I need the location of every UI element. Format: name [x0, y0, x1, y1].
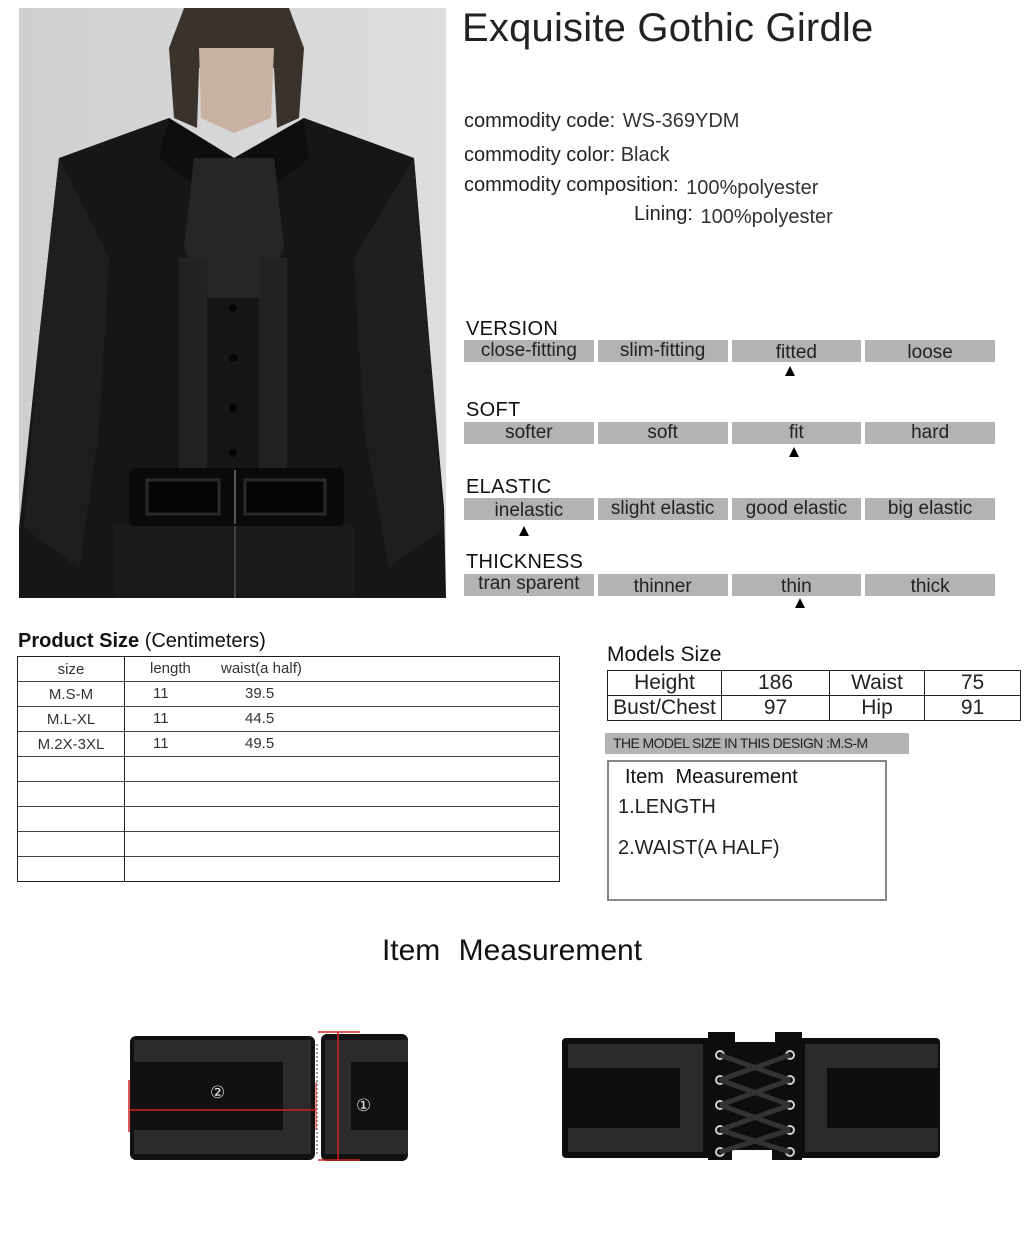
- version-option: close-fitting: [464, 340, 594, 362]
- table-row: [608, 696, 1021, 721]
- color-label: commodity color:: [464, 144, 616, 166]
- code-value: WS-369YDM: [622, 110, 740, 132]
- thickness-option: thinner: [598, 574, 728, 596]
- thickness-title: THICKNESS: [466, 551, 584, 573]
- version-selected-marker-icon: [785, 366, 795, 376]
- table-row: [18, 732, 560, 757]
- spec-lining: [634, 203, 833, 226]
- elastic-scale: [464, 498, 995, 520]
- spec-code: [464, 110, 739, 133]
- elastic-option: big elastic: [865, 498, 995, 520]
- elastic-selected-marker-icon: [519, 526, 529, 536]
- product-size-unit: (Centimeters): [144, 630, 266, 652]
- lining-value: 100%polyester: [700, 206, 833, 228]
- product-size-title-bold: Product Size: [18, 630, 140, 652]
- cell-waist: 49.5: [245, 735, 275, 752]
- cell-waist: 39.5: [245, 685, 275, 702]
- thickness-selected-marker-icon: [795, 598, 805, 608]
- table-row-empty: [18, 832, 560, 857]
- elastic-option: good elastic: [732, 498, 862, 520]
- elastic-title: ELASTIC: [466, 476, 552, 498]
- soft-selected-marker-icon: [789, 447, 799, 457]
- header-length: length: [150, 660, 191, 677]
- version-scale: [464, 340, 995, 362]
- item-measurement-title: Item Measurement: [381, 934, 643, 967]
- table-row-empty: [18, 857, 560, 882]
- spec-composition: [464, 174, 818, 197]
- measurement-item: 2.WAIST(A HALF): [618, 837, 780, 859]
- thickness-scale: [464, 574, 995, 596]
- table-row-empty: [18, 807, 560, 832]
- models-size-table: [607, 670, 1021, 721]
- table-row-empty: [18, 757, 560, 782]
- table-row: [608, 671, 1021, 696]
- hip-label: Hip: [830, 696, 925, 721]
- item-measurement-box-title: Item Measurement: [625, 766, 798, 788]
- composition-label: commodity composition:: [464, 174, 679, 196]
- header-size: size: [18, 657, 125, 682]
- cell-size: M.2X-3XL: [18, 732, 125, 757]
- thickness-option: thin: [732, 574, 862, 596]
- height-label: Height: [608, 671, 722, 696]
- soft-scale: [464, 422, 995, 444]
- soft-option: soft: [598, 422, 728, 444]
- product-size-table: [17, 656, 560, 882]
- elastic-option: slight elastic: [598, 498, 728, 520]
- soft-option: softer: [464, 422, 594, 444]
- height-value: 186: [722, 671, 830, 696]
- table-header-row: [18, 657, 560, 682]
- spec-color: [464, 144, 670, 167]
- belt-back-image: [560, 1030, 945, 1162]
- cell-size: M.L-XL: [18, 707, 125, 732]
- waist-label: Waist: [830, 671, 925, 696]
- elastic-option: inelastic: [464, 498, 594, 520]
- hip-value: 91: [925, 696, 1021, 721]
- table-row: [18, 682, 560, 707]
- code-label: commodity code:: [464, 110, 616, 132]
- cell-waist: 44.5: [245, 710, 275, 727]
- composition-value: 100%polyester: [686, 177, 819, 199]
- version-option: loose: [865, 340, 995, 362]
- model-size-note: THE MODEL SIZE IN THIS DESIGN :M.S-M: [605, 733, 909, 754]
- measurement-item: 1.LENGTH: [618, 796, 716, 818]
- bust-value: 97: [722, 696, 830, 721]
- cell-size: M.S-M: [18, 682, 125, 707]
- lining-label: Lining:: [634, 203, 693, 225]
- soft-option: hard: [865, 422, 995, 444]
- version-title: VERSION: [466, 318, 559, 340]
- belt-front-image: [128, 1030, 408, 1162]
- marker-2: ②: [210, 1083, 226, 1103]
- marker-1: ①: [356, 1096, 372, 1116]
- product-title: Exquisite Gothic Girdle: [462, 6, 874, 50]
- product-size-title: [18, 630, 266, 653]
- cell-length: 11: [153, 735, 169, 752]
- soft-title: SOFT: [466, 399, 521, 421]
- waist-value: 75: [925, 671, 1021, 696]
- models-size-title: Models Size: [607, 643, 722, 666]
- version-option: slim-fitting: [598, 340, 728, 362]
- table-row-empty: [18, 782, 560, 807]
- header-waist: waist(a half): [221, 660, 302, 677]
- item-measurement-box: [607, 760, 887, 901]
- bust-label: Bust/Chest: [608, 696, 722, 721]
- thickness-option: tran sparent: [464, 574, 594, 596]
- cell-length: 11: [153, 710, 169, 727]
- thickness-option: thick: [865, 574, 995, 596]
- cell-length: 11: [153, 685, 169, 702]
- soft-option: fit: [732, 422, 862, 444]
- version-option: fitted: [732, 340, 862, 362]
- color-value: Black: [620, 144, 670, 166]
- table-row: [18, 707, 560, 732]
- model-photo: [19, 8, 446, 598]
